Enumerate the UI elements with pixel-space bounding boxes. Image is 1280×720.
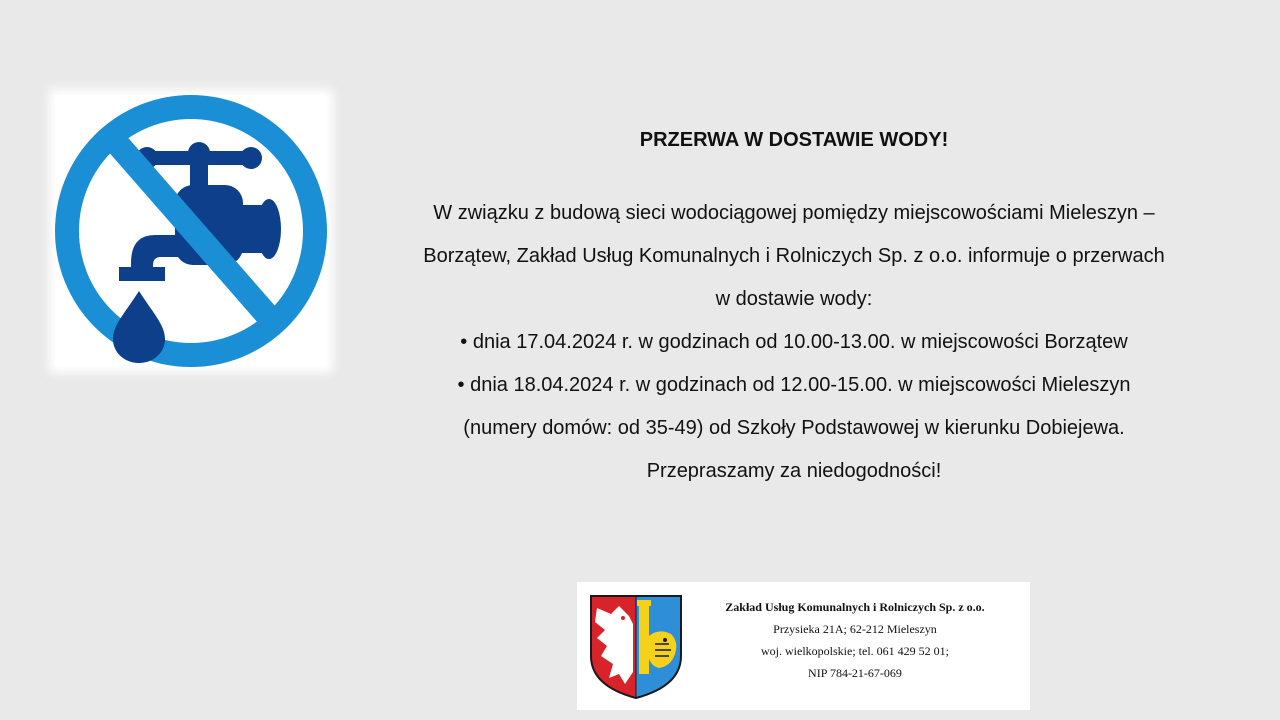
- notice-title: PRZERWA W DOSTAWIE WODY!: [639, 129, 949, 151]
- no-water-tap-icon: [55, 95, 327, 367]
- notice-line: W związku z budową sieci wodociągowej pomiędzy miejscowościami Mieleszyn –: [433, 202, 1155, 224]
- notice-line: (numery domów: od 35-49) od Szkoły Podstawowej w kierunku Dobiejewa.: [463, 417, 1125, 439]
- coat-of-arms-icon: [589, 594, 683, 700]
- company-name: Zakład Usług Komunalnych i Rolniczych Sp. z o.o.: [725, 600, 985, 614]
- notice-line: Borzątew, Zakład Usług Komunalnych i Rolniczych Sp. z o.o. informuje o przerwach: [423, 245, 1165, 267]
- company-info: [695, 596, 1015, 684]
- company-region-phone: woj. wielkopolskie; tel. 061 429 52 01;: [761, 644, 949, 658]
- notice-line: w dostawie wody:: [715, 288, 873, 310]
- company-nip: NIP 784-21-67-069: [808, 666, 902, 680]
- outage-notice: [380, 118, 1208, 493]
- notice-bullet-mieleszyn: • dnia 18.04.2024 r. w godzinach od 12.00-15.00. w miejscowości Mieleszyn: [457, 374, 1131, 396]
- company-footer-card: [577, 582, 1030, 710]
- company-address: Przysieka 21A; 62-212 Mieleszyn: [773, 622, 937, 636]
- notice-apology: Przepraszamy za niedogodności!: [646, 460, 942, 482]
- notice-bullet-borzatew: • dnia 17.04.2024 r. w godzinach od 10.00-13.00. w miejscowości Borzątew: [460, 331, 1128, 353]
